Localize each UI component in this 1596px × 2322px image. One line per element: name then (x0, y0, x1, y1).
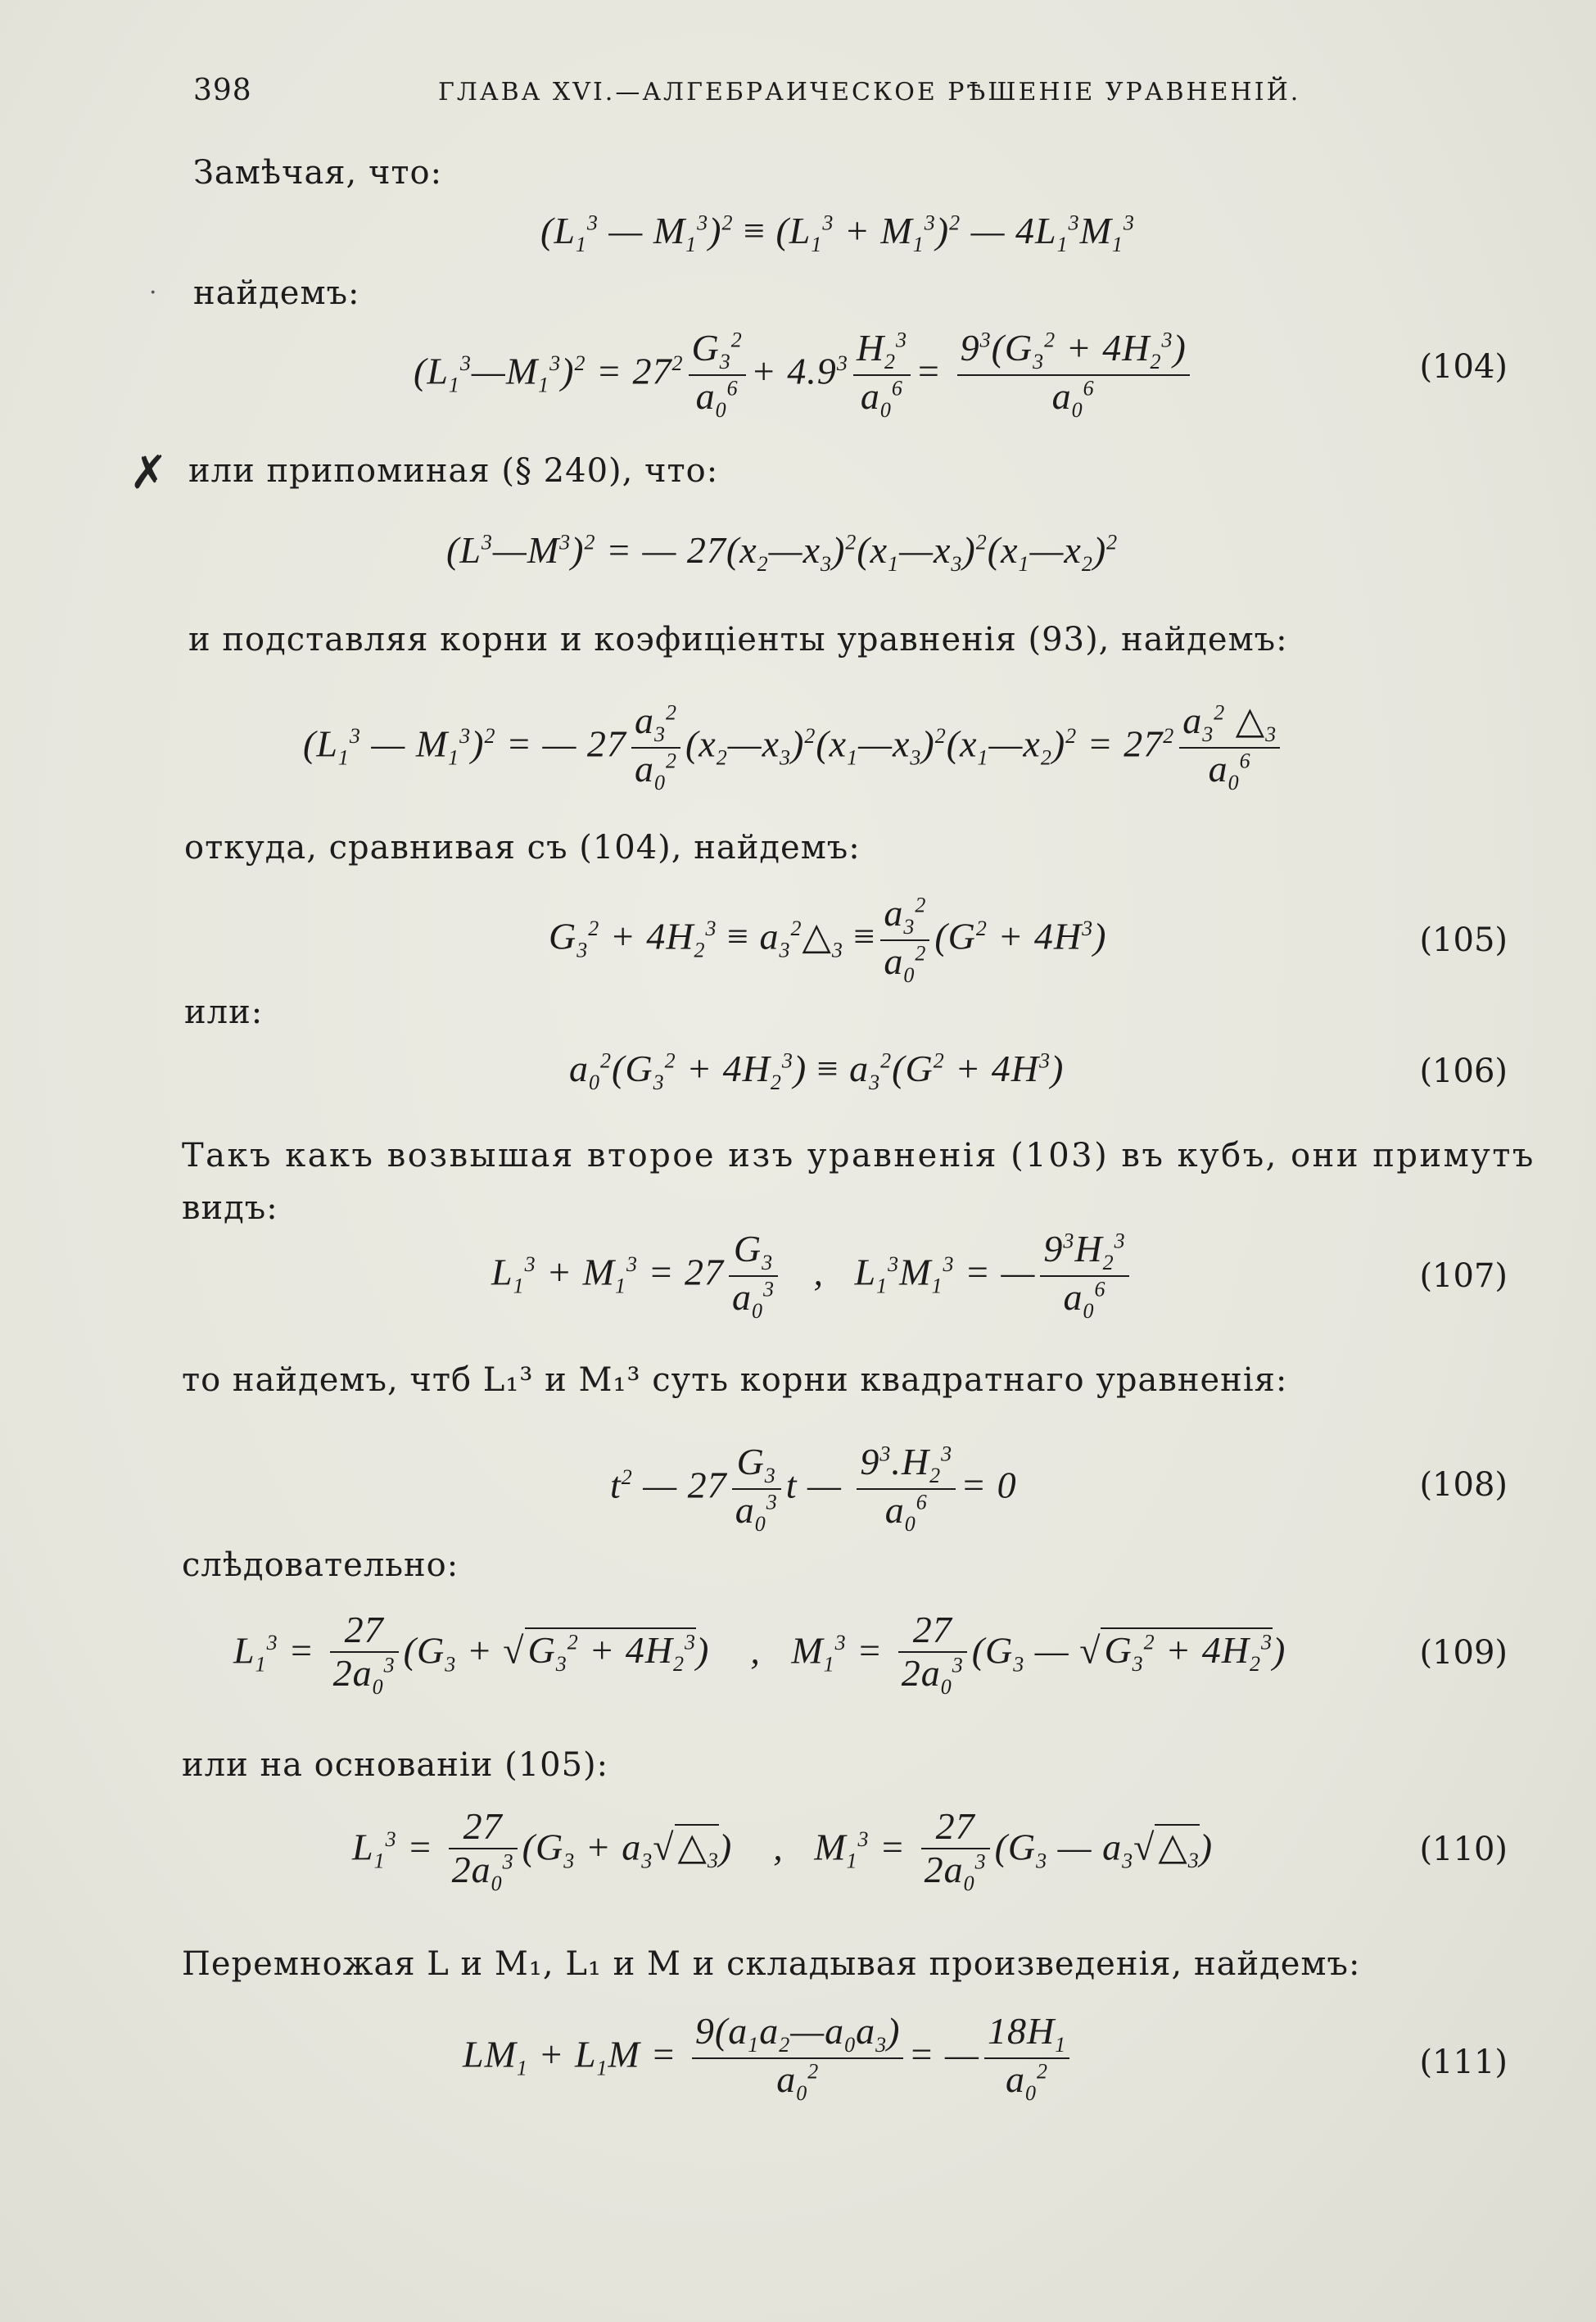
paragraph-text: видъ: (182, 1189, 278, 1227)
paragraph-text: или припоминая (§ 240), что: (188, 452, 719, 490)
margin-cross-mark: ✗ (129, 446, 168, 500)
paragraph-text: или на основаніи (105): (182, 1746, 609, 1784)
equation-105: $G_3^2 + 4H_2^3$ ≡ $a_3^2\triangle_3$ ≡ $\frac{a_3^2}{a_0^2}$ $(G^2 + 4H^3)$ (549, 892, 1107, 987)
equation-discriminant: $(L^3—M^3)^2$ = — $27(x_2—x_3)^2(x_1—x_3)^2(x_1—x_2)^2$ (446, 529, 1119, 577)
equation-106: $a_0^2(G_3^2 + 4H_2^3) \equiv a_3^2(G^2 + 4H^3)$ (569, 1048, 1065, 1095)
equation-substitution: ($L_1^3$ — $M_1^3)^2$ = — 27 $\frac{a_3^2}{a_0^2}$ $(x_2—x_3)^2(x_1—x_3)^2(x_1—x_2)^2 = 27^2$ $\frac{a_3^2 \triangle_3}{a_0^6}$ (303, 700, 1285, 795)
paragraph-text: Замѣчая, что: (193, 154, 443, 192)
equation-number: (105) (1419, 921, 1508, 959)
paragraph-text: или: (184, 994, 264, 1031)
equation-number: (111) (1419, 2044, 1508, 2081)
paragraph-text: то найдемъ, чтб L₁³ и M₁³ суть корни квадратнаго уравненія: (182, 1361, 1288, 1399)
equation-number: (110) (1419, 1831, 1508, 1868)
equation-108: $t^2$ — 27 $\frac{G_3}{a_0^3}$ t — $\frac{9^3.H_2^3}{a_0^6}$ = 0 (610, 1441, 1017, 1536)
equation-number: (108) (1419, 1466, 1508, 1504)
paragraph-text: откуда, сравнивая съ (104), найдемъ: (184, 829, 861, 867)
stray-mark: · (149, 278, 157, 307)
paragraph-text: найдемъ: (193, 274, 360, 312)
page-number: 398 (193, 74, 252, 107)
equation-109: $L_1^3$ = $\frac{27}{2a_0^3}$ $(G_3 + √G_3^2 + 4H_2^3)$ , $M_1^3$ = $\frac{27}{2a_0^3}$ ($G_3$ — $√G_3^2 + 4H_2^3$) (233, 1609, 1286, 1699)
equation-number: (107) (1419, 1257, 1508, 1295)
equation-107: $L_1^3 + M_1^3 = 27$ $\frac{G_3}{a_0^3}$ , $L_1^3M_1^3$ = — $\frac{9^3H_2^3}{a_0^6}$ (491, 1229, 1134, 1324)
equation-number: (109) (1419, 1634, 1508, 1672)
running-title: ГЛАВА XVI.—АЛГЕБРАИЧЕСКОЕ РѢШЕНІЕ УРАВНЕНІЙ. (438, 78, 1301, 106)
equation-110: $L_1^3$ = $\frac{27}{2a_0^3}$ ($G_3$ + $a_3√\triangle_3$) , $M_1^3$ = $\frac{27}{2a_0^3}$ ($G_3$ — $a_3√\triangle_3$) (352, 1805, 1214, 1895)
equation-number: (104) (1419, 348, 1508, 386)
equation-104: $(L_1^3—M_1^3)^2 = 27^2$ $\frac{G_3^2}{a_0^6}$ + $4.9^3$ $\frac{H_2^3}{a_0^6}$ = $\frac{9^3(G_3^2 + 4H_2^3)}{a_0^6}$ (414, 328, 1195, 423)
paragraph-text: Перемножая L и M₁, L₁ и M и складывая произведенія, найдемъ: (182, 1945, 1361, 1983)
equation-identity: ($L_1^3$ — $M_1^3)^2 \equiv (L_1^3 + M_1^3)^2$ — $4L_1^3M_1^3$ (540, 210, 1135, 257)
equation-111: $LM_1 + L_1M$ = $\frac{9(a_1a_2—a_0a_3)}{a_0^2}$ = — $\frac{18H_1}{a_0^2}$ (463, 2011, 1074, 2106)
paragraph-text: Такъ какъ возвышая второе изъ уравненія (103) въ кубъ, они примутъ (182, 1137, 1535, 1175)
equation-number: (106) (1419, 1052, 1508, 1090)
paragraph-text: слѣдовательно: (182, 1546, 459, 1584)
paragraph-text: и подставляя корни и коэфиціенты уравненія (93), найдемъ: (188, 621, 1288, 659)
